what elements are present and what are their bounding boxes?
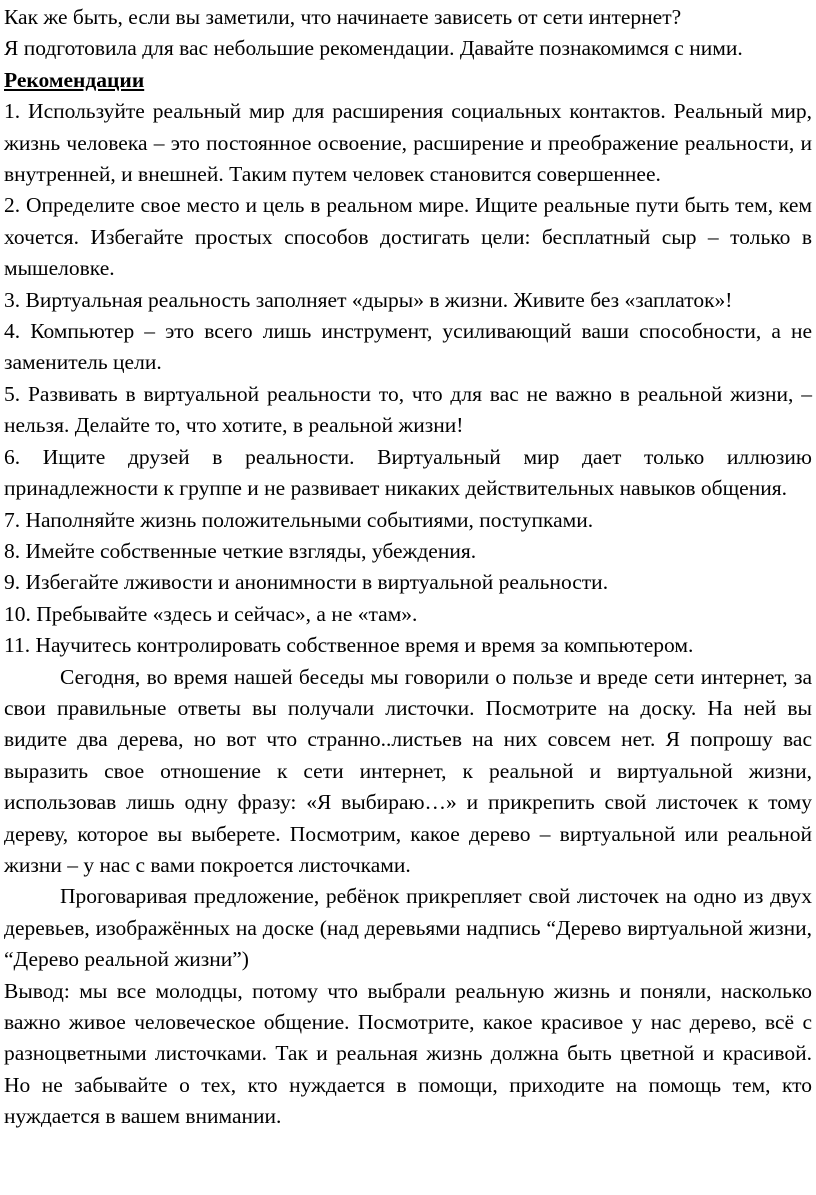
recommendation-3: 3. Виртуальная реальность заполняет «дыры» в жизни. Живите без «заплаток»! xyxy=(4,287,733,312)
recommendation-4: 4. Компьютер – это всего лишь инструмент, усиливающий ваши способности, а не заменитель цели. xyxy=(4,319,812,375)
recommendations-heading: Рекомендации xyxy=(4,67,145,92)
recommendation-9: 9. Избегайте лживости и анонимности в виртуальной реальности. xyxy=(4,570,609,595)
paragraph-speaking: Проговаривая предложение, ребёнок прикрепляет свой листочек на одно из двух деревьев, изображённых на доске (над деревьями надпись “Дерево виртуальной жизни, “Дерево реальной жизни”) xyxy=(4,884,812,972)
recommendation-8: 8. Имейте собственные четкие взгляды, убеждения. xyxy=(4,538,477,563)
intro-line-2: Я подготовила для вас небольшие рекомендации. Давайте познакомимся с ними. xyxy=(4,36,743,61)
paragraph-conclusion: Вывод: мы все молодцы, потому что выбрали реальную жизнь и поняли, насколько важно живое человеческое общение. Посмотрите, какое красивое у нас дерево, всё с разноцветными листочками. Так и реальная жизнь должна быть цветной и красивой. Но не забывайте о тех, кто нуждается в помощи, приходите на помощь тем, кто нуждается в вашем внимании. xyxy=(4,978,812,1129)
intro-line-1: Как же быть, если вы заметили, что начинаете зависеть от сети интернет? xyxy=(4,5,682,29)
recommendation-10: 10. Пребывайте «здесь и сейчас», а не «там». xyxy=(4,601,418,626)
paragraph-today: Сегодня, во время нашей беседы мы говорили о пользе и вреде сети интернет, за свои правильные ответы вы получали листочки. Посмотрите на доску. На ней вы видите два дерева, но вот что странно..листьев на них совсем нет. Я попрошу вас выразить свое отношение к сети интернет, к реальной и виртуальной жизни, использовав лишь одну фразу: «Я выбираю…» и прикрепить свой листочек к тому дереву, которое вы выберете. Посмотрим, какое дерево – виртуальной или реальной жизни – у нас с вами покроется листочками. xyxy=(4,664,812,877)
recommendation-7: 7. Наполняйте жизнь положительными событиями, поступками. xyxy=(4,507,594,532)
recommendation-11: 11. Научитесь контролировать собственное время и время за компьютером. xyxy=(4,633,694,658)
recommendation-5: 5. Развивать в виртуальной реальности то, что для вас не важно в реальной жизни, – нельзя. Делайте то, что хотите, в реальной жизни! xyxy=(4,381,812,438)
recommendation-1: 1. Используйте реальный мир для расширения социальных контактов. Реальный мир, жизнь человека – это постоянное освоение, расширение и преображение реальности, и внутренней, и внешней. Таким путем человек становится совершеннее. xyxy=(4,99,812,187)
recommendation-2: 2. Определите свое место и цель в реальном мире. Ищите реальные пути быть тем, кем хочется. Избегайте простых способов достигать цели: бесплатный сыр – только в мышеловке. xyxy=(4,193,812,281)
recommendation-6: 6. Ищите друзей в реальности. Виртуальный мир дает только иллюзию принадлежности к группе и не развивает никаких действительных навыков общения. xyxy=(4,444,812,501)
